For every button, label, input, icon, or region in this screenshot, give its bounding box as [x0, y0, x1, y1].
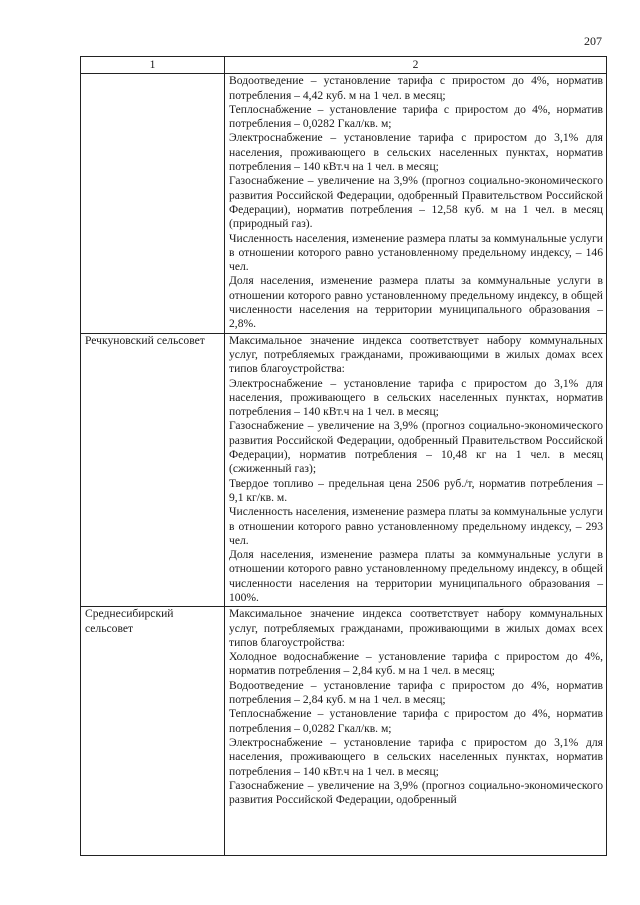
paragraph: Холодное водоснабжение – установление тарифа с приростом до 4%, норматив потребления – 2,84 куб. м на 1 чел. в месяц;	[229, 650, 603, 678]
paragraph: Численность населения, изменение размера платы за коммунальные услуги в отношении которого равно установленному предельному индексу, – 293 чел.	[229, 505, 603, 547]
paragraph: Максимальное значение индекса соответствует набору коммунальных услуг, потребляемых гражданами, проживающими в жилых домах всех типов благоустройства:	[229, 607, 603, 649]
description-cell	[225, 74, 607, 333]
column-header-2: 2	[225, 57, 607, 74]
paragraph: Газоснабжение – увеличение на 3,9% (прогноз социально-экономического развития Российской Федерации, одобренный Правительством Российской Федерации), норматив потребления – 12,58 куб. м на 1 чел. в месяц (природный газ).	[229, 174, 603, 231]
description-cell	[225, 607, 607, 856]
region-cell	[81, 74, 225, 333]
region-name: Речкуновский сельсовет	[85, 333, 205, 347]
region-name: Среднесибирский сельсовет	[85, 607, 174, 635]
paragraph: Электроснабжение – установление тарифа с приростом до 3,1% для населения, проживающего в сельских населенных пунктах, норматив потребления – 140 кВт.ч на 1 чел. в месяц;	[229, 735, 603, 778]
paragraph: Газоснабжение – увеличение на 3,9% (прогноз социально-экономического развития Российской Федерации, одобренный Правительством Российской Федерации), норматив потребления – 10,48 кг на 1 чел. в месяц (сжиженный газ);	[229, 419, 603, 476]
paragraph: Электроснабжение – установление тарифа с приростом до 3,1% для населения, проживающего в сельских населенных пунктах, норматив потребления – 140 кВт.ч на 1 чел. в месяц;	[229, 376, 603, 419]
regions-table	[80, 56, 607, 856]
column-header-1: 1	[81, 57, 225, 74]
paragraph: Газоснабжение – увеличение на 3,9% (прогноз социально-экономического развития Российской Федерации, одобренный	[229, 778, 603, 807]
paragraph: Теплоснабжение – установление тарифа с приростом до 4%, норматив потребления – 0,0282 Гкал/кв. м;	[229, 102, 603, 131]
paragraph: Электроснабжение – установление тарифа с приростом до 3,1% для населения, проживающего в сельских населенных пунктах, норматив потребления – 140 кВт.ч на 1 чел. в месяц;	[229, 131, 603, 174]
description-content	[229, 607, 603, 854]
paragraph: Максимальное значение индекса соответствует набору коммунальных услуг, потребляемых гражданами, проживающими в жилых домах всех типов благоустройства:	[229, 333, 603, 376]
table-row	[81, 74, 607, 333]
paragraph: Численность населения, изменение размера платы за коммунальные услуги в отношении которого равно установленному предельному индексу, – 146 чел.	[229, 231, 603, 274]
table-row	[81, 607, 607, 856]
description-cell	[225, 333, 607, 607]
paragraph: Водоотведение – установление тарифа с приростом до 4%, норматив потребления – 2,84 куб. м на 1 чел. в месяц;	[229, 678, 603, 707]
paragraph: Водоотведение – установление тарифа с приростом до 4%, норматив потребления – 4,42 куб. м на 1 чел. в месяц;	[229, 74, 603, 102]
paragraph: Доля населения, изменение размера платы за коммунальные услуги в отношении которого равно установленному предельному индексу, в общей численности населения на территории муниципального образования – 100%.	[229, 548, 603, 604]
paragraph: Твердое топливо – предельная цена 2506 руб./т, норматив потребления – 9,1 кг/кв. м.	[229, 476, 603, 504]
table-header-row	[81, 57, 607, 74]
table-row	[81, 333, 607, 607]
paragraph: Доля населения, изменение размера платы за коммунальные услуги в отношении которого равно установленному предельному индексу, в общей численности населения на территории муниципального образования – 2,8%.	[229, 274, 603, 331]
page-number: 207	[584, 34, 602, 48]
region-cell	[81, 607, 225, 856]
paragraph: Теплоснабжение – установление тарифа с приростом до 4%, норматив потребления – 0,0282 Гкал/кв. м;	[229, 707, 603, 735]
region-cell	[81, 333, 225, 607]
